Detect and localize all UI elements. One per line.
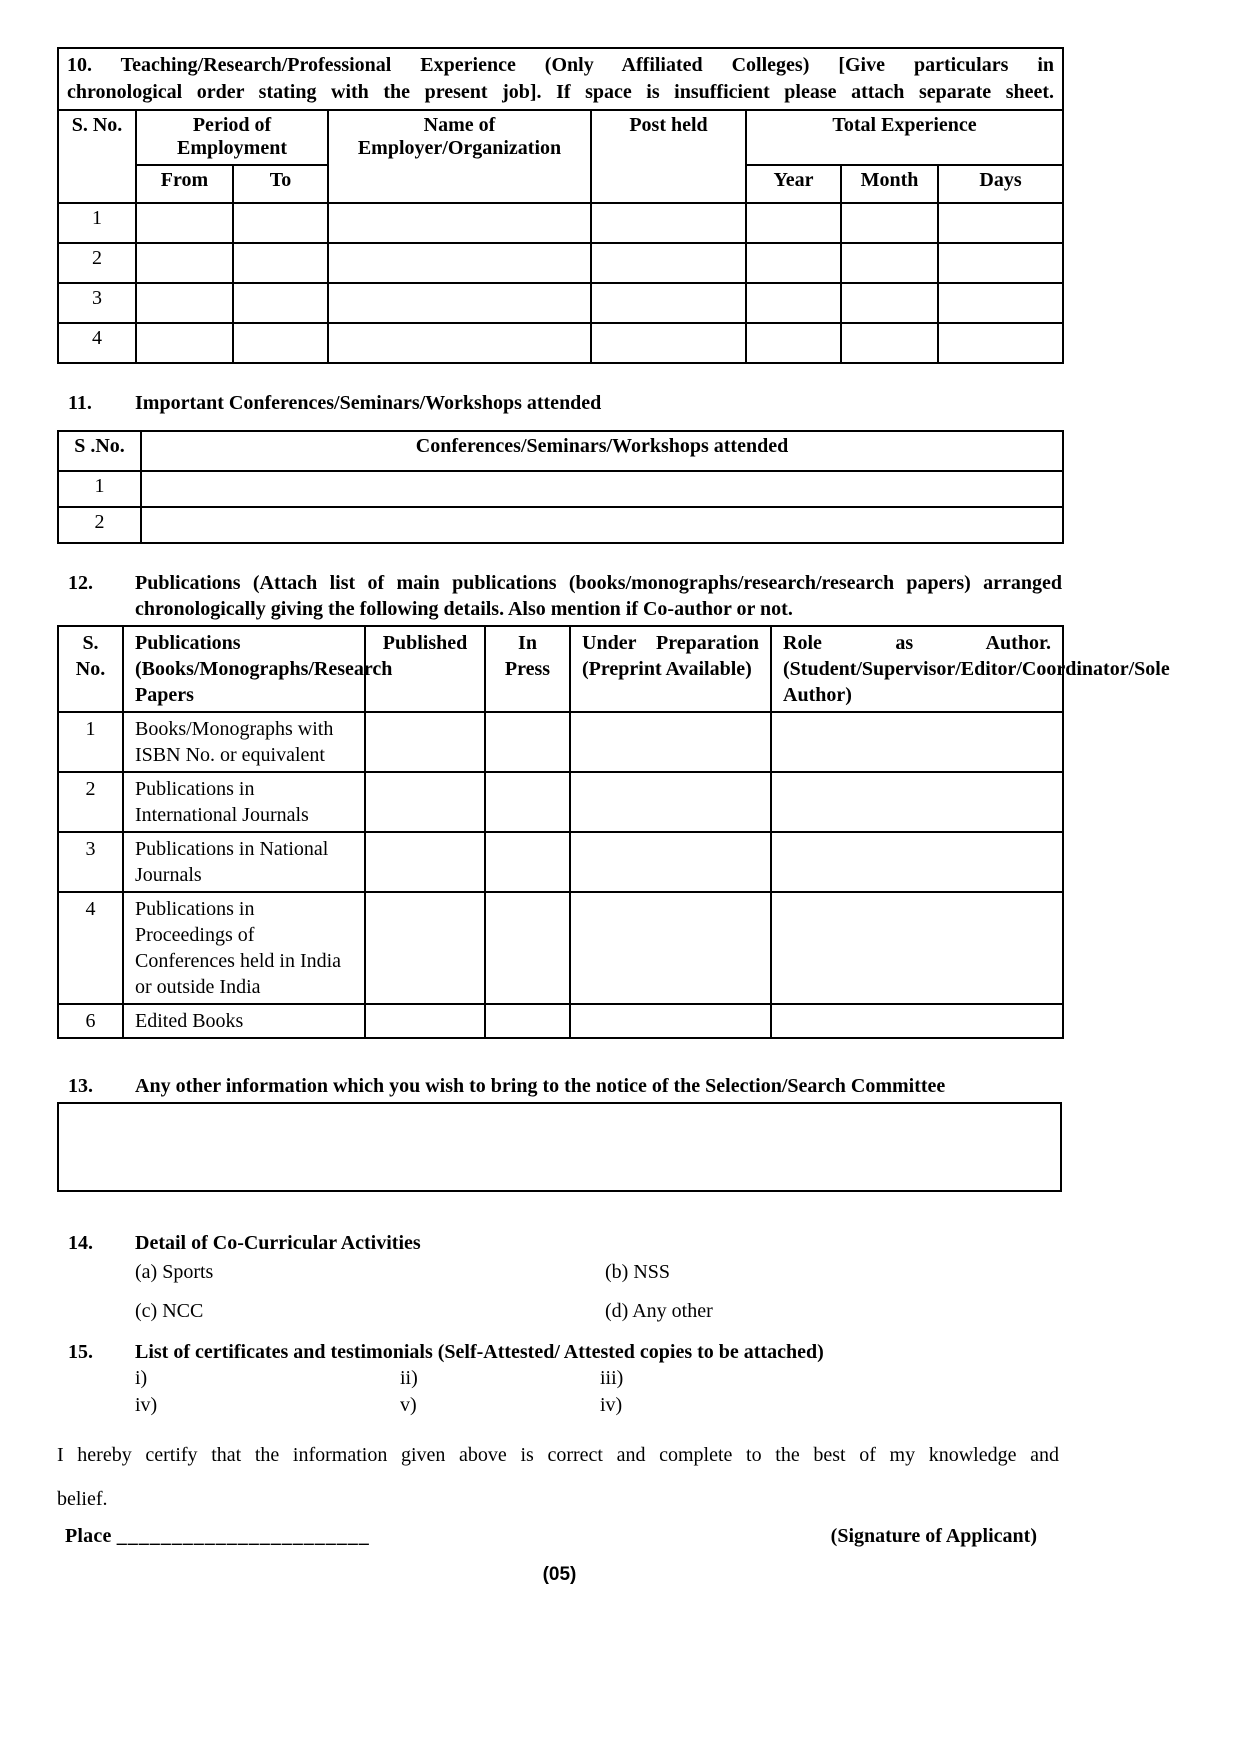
cocurricular-row	[135, 1259, 1062, 1285]
certificate-slot: iv)	[600, 1394, 623, 1416]
empty-cell	[771, 712, 1063, 772]
empty-cell	[771, 832, 1063, 892]
empty-cell	[365, 712, 485, 772]
certificates-row	[135, 1365, 1062, 1392]
empty-cell	[841, 283, 938, 323]
empty-cell	[591, 283, 746, 323]
experience-col-year: Year	[746, 165, 841, 203]
empty-cell	[746, 243, 841, 283]
empty-cell	[771, 892, 1063, 1004]
empty-cell	[746, 203, 841, 243]
place-field	[57, 1525, 370, 1548]
empty-cell	[365, 772, 485, 832]
row-number-cell: 4	[58, 892, 123, 1004]
conferences-col-main: Conferences/Seminars/Workshops attended	[141, 431, 1063, 471]
cocurricular-row	[135, 1298, 1062, 1324]
certificate-slot: iv)	[135, 1394, 158, 1416]
empty-cell	[365, 832, 485, 892]
row-number-cell: 1	[58, 471, 141, 507]
empty-cell	[233, 203, 328, 243]
cocurricular-heading-text: Detail of Co-Curricular Activities	[135, 1232, 421, 1254]
empty-cell	[938, 243, 1063, 283]
empty-cell	[485, 712, 570, 772]
row-number-cell: 4	[58, 323, 136, 363]
publications-col-in-press: In Press	[485, 626, 570, 712]
publications-col-under-preparation: Under Preparation (Preprint Available)	[570, 626, 771, 712]
experience-col-post-held: Post held	[591, 110, 746, 203]
empty-cell	[233, 283, 328, 323]
cocurricular-item-any-other: (d) Any other	[605, 1300, 713, 1322]
conferences-row	[58, 507, 1063, 543]
publications-col-sno: S. No.	[58, 626, 123, 712]
experience-row	[58, 283, 1063, 323]
signature-label: (Signature of Applicant)	[830, 1525, 1037, 1547]
empty-cell	[841, 203, 938, 243]
conferences-heading-text: Important Conferences/Seminars/Workshops attended	[135, 392, 602, 414]
page-number: (05)	[542, 1564, 577, 1585]
experience-col-month: Month	[841, 165, 938, 203]
certificates-heading	[57, 1339, 1062, 1365]
publications-heading-number: 12.	[68, 572, 93, 594]
conferences-row	[58, 471, 1063, 507]
row-number-cell: 6	[58, 1004, 123, 1038]
conferences-col-sno: S .No.	[58, 431, 141, 471]
publication-category-cell: Publications in Proceedings of Conferences held in India or outside India	[123, 892, 365, 1004]
empty-cell	[485, 1004, 570, 1038]
cocurricular-heading-number: 14.	[68, 1232, 93, 1254]
row-number-cell: 1	[58, 712, 123, 772]
experience-col-sno: S. No.	[58, 110, 136, 203]
certificate-slot: i)	[135, 1367, 148, 1389]
experience-col-from: From	[136, 165, 233, 203]
experience-table	[57, 47, 1064, 364]
row-number-cell: 3	[58, 283, 136, 323]
empty-cell	[485, 892, 570, 1004]
empty-cell	[570, 772, 771, 832]
experience-title-line1: 10. Teaching/Research/Professional Experience (Only Affiliated Colleges) [Give particulars in	[67, 54, 1055, 76]
conferences-heading-number: 11.	[68, 392, 92, 414]
row-number-cell: 2	[58, 507, 141, 543]
experience-section-title	[58, 48, 1063, 110]
experience-col-period: Period of Employment	[136, 110, 328, 165]
empty-cell	[771, 772, 1063, 832]
empty-cell	[570, 712, 771, 772]
empty-cell	[136, 283, 233, 323]
publications-col-published: Published	[365, 626, 485, 712]
cocurricular-heading	[57, 1230, 1062, 1256]
publications-row	[58, 892, 1063, 1004]
certificate-slot: iii)	[600, 1367, 624, 1389]
publications-heading-text: Publications (Attach list of main publications (books/monographs/research/research papers) arranged chronologically giving the following details. Also mention if Co-author or not.	[135, 572, 1062, 620]
certify-statement-line2: belief.	[57, 1488, 108, 1510]
empty-cell	[136, 243, 233, 283]
place-signature-row	[57, 1525, 1062, 1548]
place-label: Place	[65, 1525, 112, 1547]
experience-row	[58, 323, 1063, 363]
empty-cell	[938, 323, 1063, 363]
empty-cell	[746, 323, 841, 363]
publications-table	[57, 625, 1170, 1039]
other-info-heading-number: 13.	[68, 1075, 93, 1097]
conferences-heading	[57, 390, 1062, 416]
publications-col-role: Role as Author. (Student/Supervisor/Editor/Coordinator/Sole Author)	[771, 626, 1063, 712]
empty-cell	[570, 1004, 771, 1038]
empty-cell	[136, 203, 233, 243]
other-info-box	[57, 1102, 1062, 1192]
employer-header-line1: Name of	[423, 114, 496, 136]
publications-row	[58, 1004, 1063, 1038]
empty-cell	[233, 243, 328, 283]
other-info-heading-text: Any other information which you wish to bring to the notice of the Selection/Search Committee	[135, 1075, 946, 1097]
certificate-slot: v)	[400, 1394, 417, 1416]
empty-cell	[365, 892, 485, 1004]
empty-cell	[328, 243, 591, 283]
empty-cell	[591, 203, 746, 243]
publications-row	[58, 832, 1063, 892]
experience-row	[58, 243, 1063, 283]
empty-cell	[938, 283, 1063, 323]
empty-cell	[746, 283, 841, 323]
experience-col-days: Days	[938, 165, 1063, 203]
empty-cell	[771, 1004, 1063, 1038]
publications-row	[58, 772, 1063, 832]
empty-cell	[328, 283, 591, 323]
empty-cell	[141, 471, 1063, 507]
empty-cell	[485, 832, 570, 892]
publications-heading	[57, 570, 1062, 622]
publications-row	[58, 712, 1063, 772]
cocurricular-item-sports: (a) Sports	[135, 1261, 214, 1283]
place-blank-line: _______________________	[116, 1525, 370, 1547]
form-content	[57, 47, 1170, 1586]
empty-cell	[485, 772, 570, 832]
publication-category-cell: Edited Books	[123, 1004, 365, 1038]
empty-cell	[570, 832, 771, 892]
experience-title-line2: chronological order stating with the present job]. If space is insufficient please attach separate sheet.	[67, 81, 1055, 103]
empty-cell	[328, 203, 591, 243]
empty-cell	[233, 323, 328, 363]
empty-cell	[938, 203, 1063, 243]
row-number-cell: 2	[58, 243, 136, 283]
empty-cell	[328, 323, 591, 363]
empty-cell	[841, 323, 938, 363]
conferences-table	[57, 430, 1064, 544]
empty-cell	[365, 1004, 485, 1038]
certificates-row	[135, 1392, 1062, 1419]
certificates-heading-number: 15.	[68, 1341, 93, 1363]
empty-cell	[841, 243, 938, 283]
experience-col-to: To	[233, 165, 328, 203]
employer-header-line2: Employer/Organization	[357, 137, 562, 159]
experience-row	[58, 203, 1063, 243]
empty-cell	[591, 243, 746, 283]
publication-category-cell: Publications in National Journals	[123, 832, 365, 892]
experience-col-total-experience: Total Experience	[746, 110, 1063, 165]
certificates-heading-text: List of certificates and testimonials (Self-Attested/ Attested copies to be attached)	[135, 1341, 824, 1363]
row-number-cell: 1	[58, 203, 136, 243]
publication-category-cell: Publications in International Journals	[123, 772, 365, 832]
empty-cell	[591, 323, 746, 363]
empty-cell	[570, 892, 771, 1004]
cocurricular-item-ncc: (c) NCC	[135, 1300, 204, 1322]
publication-category-cell: Books/Monographs with ISBN No. or equivalent	[123, 712, 365, 772]
certify-statement	[57, 1433, 1059, 1521]
certify-statement-line1: I hereby certify that the information given above is correct and complete to the best of my knowledge and	[57, 1444, 1059, 1466]
publications-col-category: Publications (Books/Monographs/Research Papers	[123, 626, 365, 712]
certificate-slot: ii)	[400, 1367, 418, 1389]
empty-cell	[141, 507, 1063, 543]
empty-cell	[136, 323, 233, 363]
row-number-cell: 3	[58, 832, 123, 892]
experience-col-employer	[328, 110, 591, 203]
cocurricular-item-nss: (b) NSS	[605, 1261, 671, 1283]
row-number-cell: 2	[58, 772, 123, 832]
other-info-heading	[57, 1073, 1062, 1099]
